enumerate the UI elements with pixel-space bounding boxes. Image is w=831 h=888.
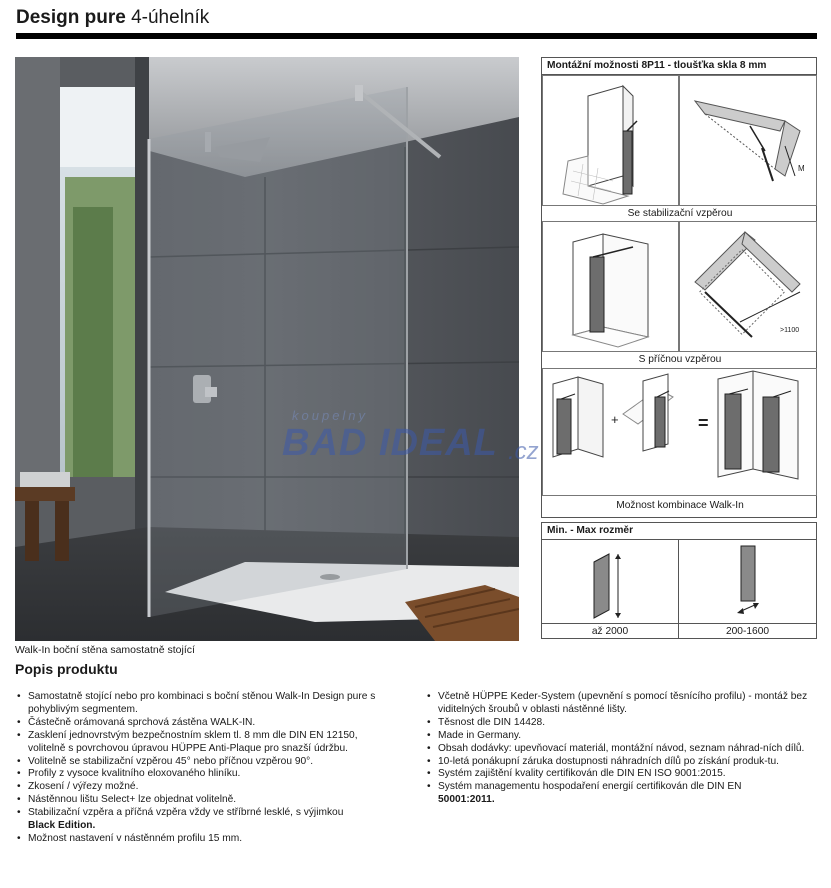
mount-diagram-stabilizer-3d (542, 75, 679, 206)
list-item: • Možnost nastavení v nástěnném profilu 15 mm. (16, 833, 396, 846)
title-bold: Design pure (16, 7, 126, 28)
title-rest: 4-úhelník (131, 7, 210, 28)
mount-diagram-crossbar-3d (542, 221, 679, 352)
watermark-suffix: .cz (508, 438, 539, 465)
mount-diagram-crossbar-plan (679, 221, 817, 352)
list-item-bold: Black Edition. (28, 820, 96, 832)
list-item: • Samostatně stojící nebo pro kombinaci s boční stěnou Walk-In Design pure s pohyblivým segmentem. (16, 691, 396, 717)
section-title: Popis produktu (15, 661, 118, 677)
list-item-text: Systém managementu hospodaření energií certifikován dle DIN EN (438, 781, 742, 793)
equals-sign: = (698, 413, 709, 433)
page-title (16, 6, 209, 30)
list-item-with-bold (16, 807, 396, 833)
list-item-text: Stabilizační vzpěra a příčná vzpěra vždy ve stříbrné lesklé, s výjimkou (28, 807, 344, 819)
product-photo (15, 57, 519, 641)
mounting-options-table (541, 57, 817, 518)
size-diagram-width (679, 540, 816, 623)
list-item: • Systém zajištění kvality certifikován dle DIN EN ISO 9001:2015. (426, 768, 814, 781)
mount-diagram-stabilizer-plan (679, 75, 817, 206)
list-item: • Volitelně se stabilizační vzpěrou 45° nebo příčnou vzpěrou 90°. (16, 756, 396, 769)
list-item: • Made in Germany. (426, 730, 814, 743)
feature-list-right (426, 691, 814, 807)
list-item: • Částečně orámovaná sprchová zástěna WALK-IN. (16, 717, 396, 730)
list-item: • Zasklení jednovrstvým bezpečnostním sklem tl. 8 mm dle DIN EN 12150, volitelně s povrchovou úpravou HÜPPE Anti-Plaque pro snazší údržbu. (16, 730, 396, 756)
list-item: • Obsah dodávky: upevňovací materiál, montážní návod, seznam náhrad-ních dílů. (426, 743, 814, 756)
title-rule (16, 33, 817, 39)
list-item-with-bold (426, 781, 814, 807)
watermark-big: BAD IDEAL (282, 422, 498, 464)
list-item: • 10-letá ponákupní záruka dostupnosti náhradních dílů po získání produk-tu. (426, 756, 814, 769)
feature-list-left (16, 691, 396, 846)
list-item: • Nástěnnou lištu Select+ lze objednat volitelně. (16, 794, 396, 807)
size-header: Min. - Max rozměr (542, 523, 816, 540)
mounting-header: Montážní možnosti 8P11 - tloušťka skla 8 mm (542, 58, 816, 75)
mount-label-combination: Možnost kombinace Walk-In (616, 500, 744, 511)
mount-label-stabilizer: Se stabilizační vzpěrou (627, 208, 733, 219)
size-diagram-height (542, 540, 679, 623)
size-table (541, 522, 817, 639)
plus-sign: + (611, 412, 619, 427)
watermark-small: koupelny (292, 408, 369, 423)
list-item-bold: 50001:2011. (438, 794, 495, 806)
dimension-label-1100: >1100 (780, 327, 800, 334)
size-label-width: 200-1600 (679, 623, 816, 639)
mount-diagram-combination (542, 368, 817, 496)
list-item: • Včetně HÜPPE Keder-System (upevnění s pomocí těsnícího profilu) - montáž bez viditelných šroubů v oblasti nástěnné lišty. (426, 691, 814, 717)
list-item: • Zkosení / výřezy možné. (16, 781, 396, 794)
dimension-label-m: M (798, 164, 805, 173)
list-item: • Profily z vysoce kvalitního eloxovaného hliníku. (16, 768, 396, 781)
size-label-height: až 2000 (542, 623, 678, 639)
mount-label-crossbar: S příčnou vzpěrou (638, 354, 722, 365)
list-item: • Těsnost dle DIN 14428. (426, 717, 814, 730)
photo-caption: Walk-In boční stěna samostatně stojící (15, 644, 195, 656)
